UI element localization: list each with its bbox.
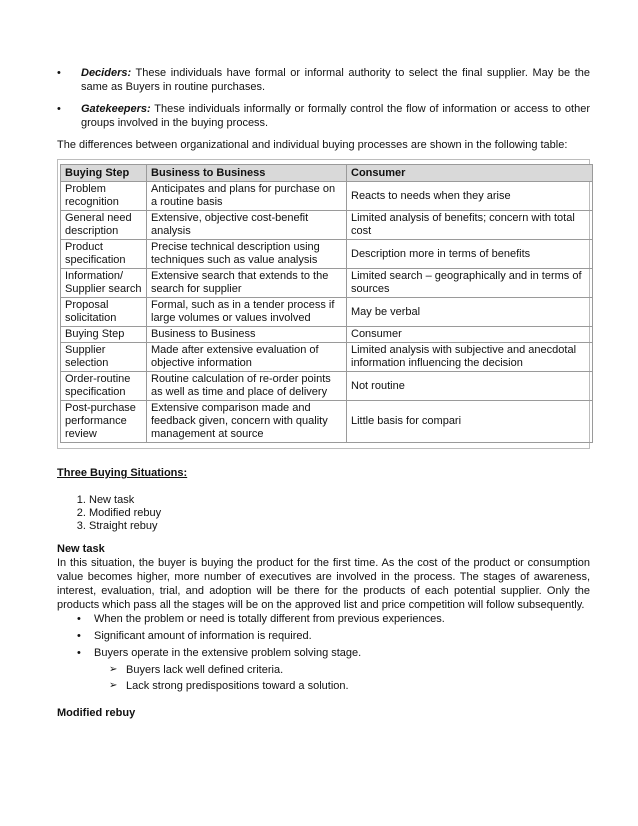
table-row xyxy=(61,211,593,240)
cell-consumer: Description more in terms of benefits xyxy=(347,240,593,269)
new-task-subpoints xyxy=(57,663,590,693)
document-page xyxy=(57,66,590,720)
cell-buying-step: General need description xyxy=(61,211,147,240)
cell-consumer: Limited analysis with subjective and anecdotal information influencing the decision xyxy=(347,343,593,372)
list-item: 1. New task xyxy=(89,494,590,507)
list-item: 2. Modified rebuy xyxy=(89,507,590,520)
table-row xyxy=(61,240,593,269)
bullet-gatekeepers xyxy=(57,102,590,130)
cell-buying-step: Order-routine specification xyxy=(61,372,147,401)
new-task-heading: New task xyxy=(57,543,105,555)
cell-b2b: Formal, such as in a tender process if large volumes or values involved xyxy=(147,298,347,327)
header-consumer: Consumer xyxy=(347,165,593,182)
cell-b2b: Made after extensive evaluation of objective information xyxy=(147,343,347,372)
list-item: • Buyers operate in the extensive problem solving stage. xyxy=(73,646,590,660)
cell-consumer: Not routine xyxy=(347,372,593,401)
bullet-deciders xyxy=(57,66,590,94)
cell-buying-step: Problem recognition xyxy=(61,182,147,211)
cell-b2b: Extensive search that extends to the search for supplier xyxy=(147,269,347,298)
bullet-term: Deciders: xyxy=(81,67,132,79)
cell-buying-step: Post-purchase performance review xyxy=(61,401,147,443)
list-item: • Significant amount of information is required. xyxy=(73,629,590,643)
cell-b2b: Routine calculation of re-order points as well as time and place of delivery xyxy=(147,372,347,401)
cell-consumer: Limited search – geographically and in terms of sources xyxy=(347,269,593,298)
cell-consumer: Little basis for compari xyxy=(347,401,593,443)
table-header-row xyxy=(61,165,593,182)
list-item: • When the problem or need is totally different from previous experiences. xyxy=(73,612,590,626)
bullet-text: These individuals informally or formally control the flow of information or access to other groups involved in the buying process. xyxy=(81,103,590,129)
cell-b2b: Extensive, objective cost-benefit analysis xyxy=(147,211,347,240)
table-row xyxy=(61,298,593,327)
table-row xyxy=(61,401,593,443)
bullet-term: Gatekeepers: xyxy=(81,103,151,115)
cell-b2b: Extensive comparison made and feedback given, concern with quality management at source xyxy=(147,401,347,443)
bullet-dot: • xyxy=(57,103,61,115)
table-row xyxy=(61,327,593,343)
comparison-table-frame xyxy=(57,159,590,449)
header-buying-step: Buying Step xyxy=(61,165,147,182)
cell-consumer: Reacts to needs when they arise xyxy=(347,182,593,211)
bullet-text: These individuals have formal or informal authority to select the final supplier. May be the same as Buyers in routine purchases. xyxy=(81,67,590,93)
cell-buying-step: Buying Step xyxy=(61,327,147,343)
cell-b2b: Business to Business xyxy=(147,327,347,343)
bullet-dot: • xyxy=(57,67,61,79)
table-row xyxy=(61,343,593,372)
new-task-points xyxy=(57,612,590,660)
cell-consumer: May be verbal xyxy=(347,298,593,327)
list-item: ➢ Buyers lack well defined criteria. xyxy=(109,663,590,677)
list-item: ➢ Lack strong predispositions toward a solution. xyxy=(109,679,590,693)
cell-b2b: Anticipates and plans for purchase on a routine basis xyxy=(147,182,347,211)
header-b2b: Business to Business xyxy=(147,165,347,182)
comparison-table xyxy=(60,164,593,443)
cell-consumer: Consumer xyxy=(347,327,593,343)
cell-buying-step: Product specification xyxy=(61,240,147,269)
cell-consumer: Limited analysis of benefits; concern with total cost xyxy=(347,211,593,240)
cell-b2b: Precise technical description using techniques such as value analysis xyxy=(147,240,347,269)
cell-buying-step: Supplier selection xyxy=(61,343,147,372)
table-row xyxy=(61,372,593,401)
table-intro: The differences between organizational and individual buying processes are shown in the following table: xyxy=(57,139,568,151)
buying-situations-heading: Three Buying Situations: xyxy=(57,467,188,479)
cell-buying-step: Proposal solicitation xyxy=(61,298,147,327)
buying-situations-list xyxy=(57,494,590,533)
table-row xyxy=(61,269,593,298)
modified-rebuy-heading: Modified rebuy xyxy=(57,707,136,719)
cell-buying-step: Information/ Supplier search xyxy=(61,269,147,298)
new-task-paragraph: In this situation, the buyer is buying the product for the first time. As the cost of the product or consumption value becomes higher, more number of executives are involved in the process. The stages of awareness, interest, evaluation, trial, and adoption will be there for the products of each potential supplier. Only the products which pass all the stages will be on the approved list and price competition will follow subsequently. xyxy=(57,557,590,611)
list-item: 3. Straight rebuy xyxy=(89,520,590,533)
table-row xyxy=(61,182,593,211)
